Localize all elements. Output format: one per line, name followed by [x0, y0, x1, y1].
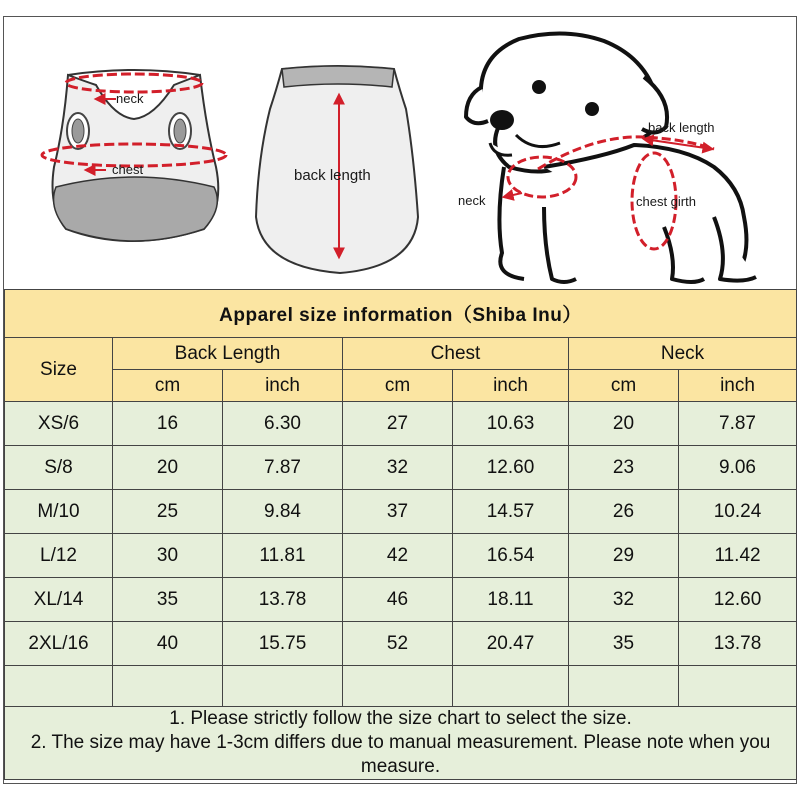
value-cell: 20.47 [453, 622, 569, 666]
value-cell: 7.87 [679, 402, 797, 446]
table-row [5, 622, 797, 666]
value-cell: 46 [343, 578, 453, 622]
size-cell: L/12 [5, 534, 113, 578]
table-title-row [5, 290, 797, 338]
size-header: Size [5, 338, 113, 402]
value-cell: 9.84 [223, 490, 343, 534]
back-length-header: Back Length [113, 338, 343, 370]
unit-header-row [5, 370, 797, 402]
dog-back-length-label: back length [648, 120, 715, 135]
size-cell: 2XL/16 [5, 622, 113, 666]
notes-cell [5, 707, 797, 780]
value-cell: 35 [113, 578, 223, 622]
unit-header: inch [679, 370, 797, 402]
note-line: 1. Please strictly follow the size chart to select the size. [169, 708, 632, 729]
value-cell: 6.30 [223, 402, 343, 446]
value-cell: 13.78 [679, 622, 797, 666]
dog-diagram [466, 33, 756, 282]
value-cell: 20 [569, 402, 679, 446]
value-cell: 32 [569, 578, 679, 622]
value-cell: 52 [343, 622, 453, 666]
value-cell: 35 [569, 622, 679, 666]
value-cell: 27 [343, 402, 453, 446]
value-cell: 9.06 [679, 446, 797, 490]
vest-neck-label: neck [116, 91, 144, 106]
value-cell: 42 [343, 534, 453, 578]
unit-header: inch [453, 370, 569, 402]
unit-header: inch [223, 370, 343, 402]
value-cell: 10.24 [679, 490, 797, 534]
dog-neck-label: neck [458, 193, 486, 208]
blank-row [5, 666, 797, 707]
value-cell: 7.87 [223, 446, 343, 490]
unit-header: cm [343, 370, 453, 402]
size-cell: XS/6 [5, 402, 113, 446]
table-row [5, 490, 797, 534]
value-cell: 12.60 [679, 578, 797, 622]
table-row [5, 446, 797, 490]
value-cell: 30 [113, 534, 223, 578]
value-cell: 25 [113, 490, 223, 534]
value-cell: 23 [569, 446, 679, 490]
value-cell: 26 [569, 490, 679, 534]
value-cell: 16 [113, 402, 223, 446]
vest-chest-label: chest [112, 162, 144, 177]
vest-front-diagram [42, 70, 226, 241]
value-cell: 15.75 [223, 622, 343, 666]
value-cell: 18.11 [453, 578, 569, 622]
note-line: 2. The size may have 1-3cm differs due to manual measurement. Please note when you measure. [30, 732, 771, 777]
dog-chest-girth-label: chest girth [636, 194, 696, 209]
value-cell: 40 [113, 622, 223, 666]
vest-back-length-label: back length [294, 167, 371, 184]
notes-row [5, 707, 797, 780]
value-cell: 12.60 [453, 446, 569, 490]
value-cell: 11.42 [679, 534, 797, 578]
illustration-canvas [4, 17, 796, 289]
vest-back-diagram [256, 66, 418, 273]
size-cell: S/8 [5, 446, 113, 490]
chest-header: Chest [343, 338, 569, 370]
table-row [5, 578, 797, 622]
size-cell: M/10 [5, 490, 113, 534]
table-row [5, 534, 797, 578]
value-cell: 37 [343, 490, 453, 534]
size-chart-table [4, 289, 797, 780]
value-cell: 32 [343, 446, 453, 490]
value-cell: 13.78 [223, 578, 343, 622]
value-cell: 14.57 [453, 490, 569, 534]
value-cell: 11.81 [223, 534, 343, 578]
value-cell: 29 [569, 534, 679, 578]
neck-header: Neck [569, 338, 797, 370]
value-cell: 10.63 [453, 402, 569, 446]
size-cell: XL/14 [5, 578, 113, 622]
group-header-row [5, 338, 797, 370]
table-title: Apparel size information（Shiba Inu） [5, 290, 797, 338]
value-cell: 16.54 [453, 534, 569, 578]
table-row [5, 402, 797, 446]
measurement-illustrations [4, 17, 796, 289]
unit-header: cm [569, 370, 679, 402]
value-cell: 20 [113, 446, 223, 490]
unit-header: cm [113, 370, 223, 402]
